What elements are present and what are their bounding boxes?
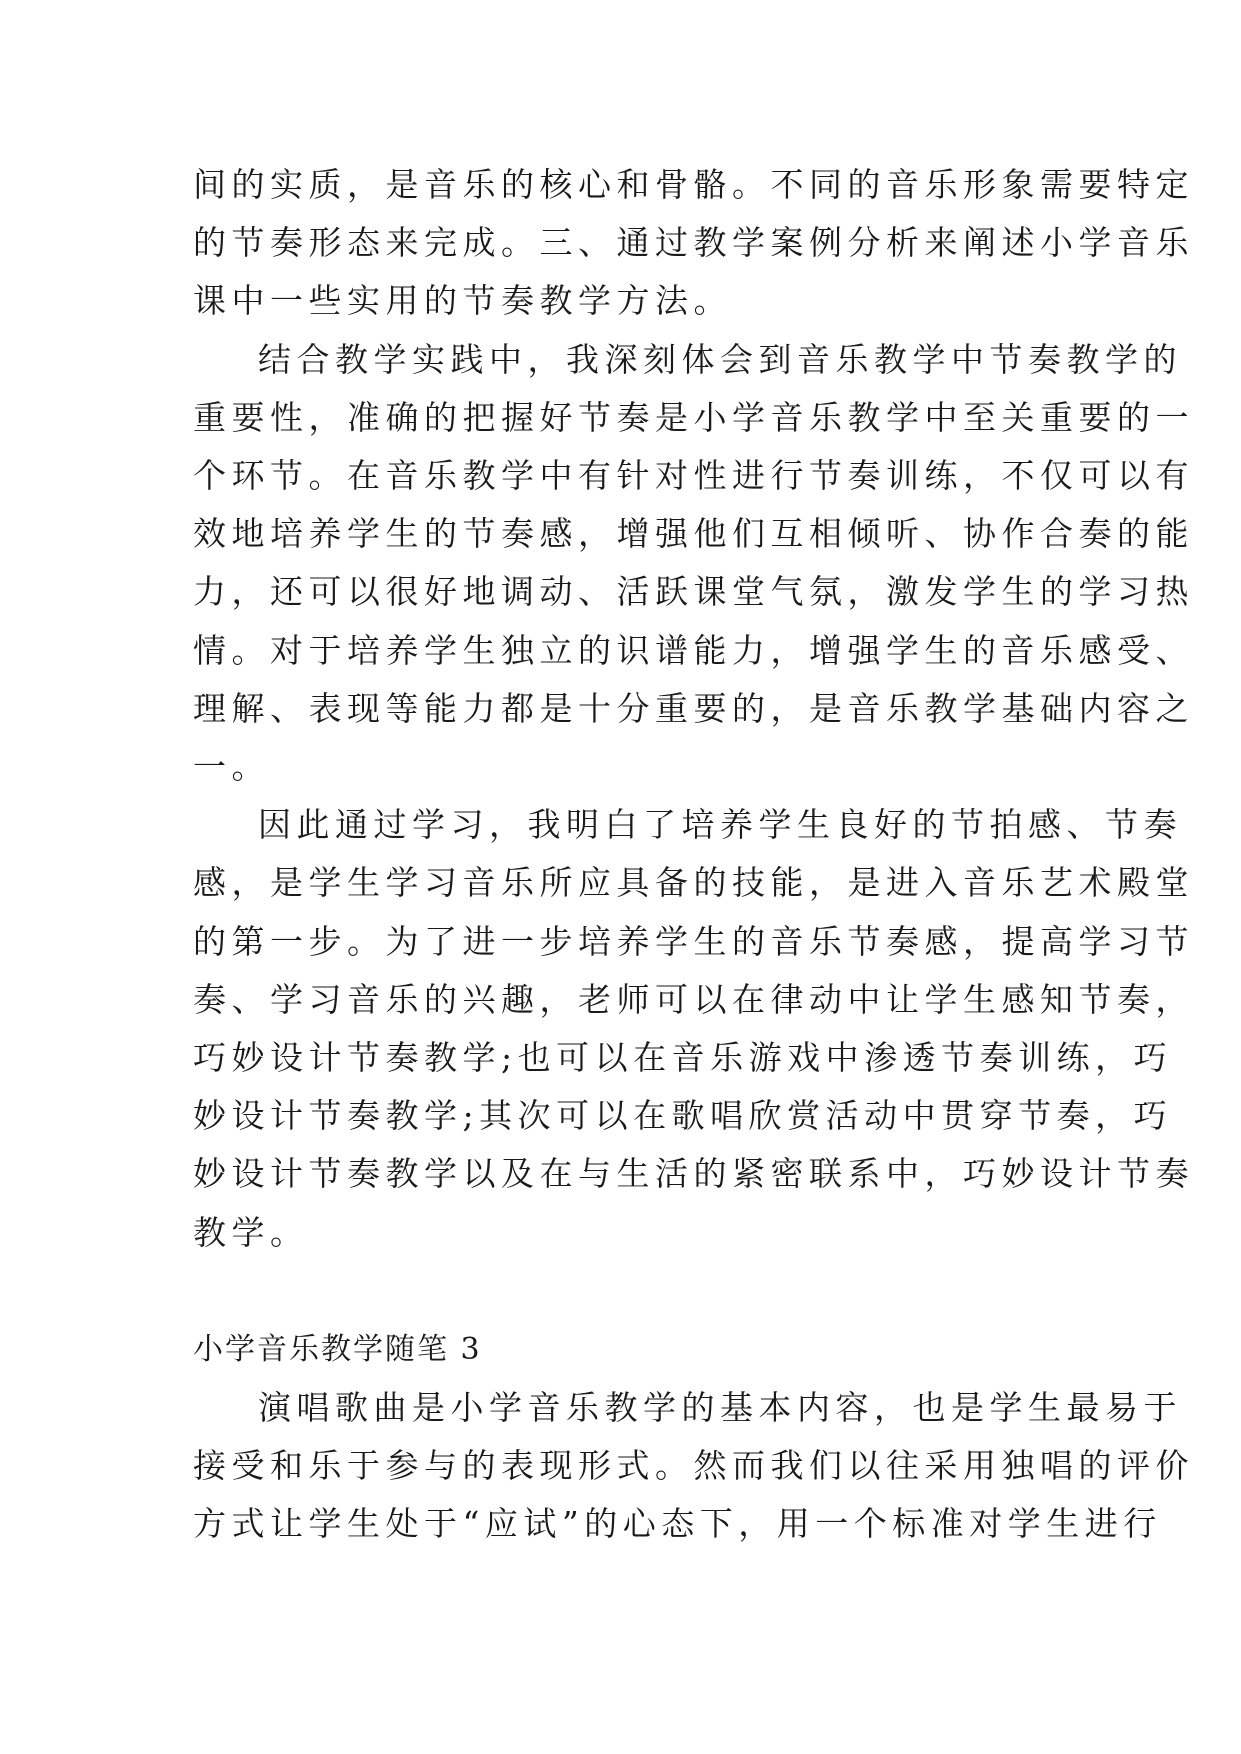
section-paragraph-line-2: 接受和乐于参与的表现形式。然而我们以往采用独唱的评价 <box>193 1446 1194 1485</box>
paragraph-3-line-4: 奏、学习音乐的兴趣，老师可以在律动中让学生感知节奏， <box>193 980 1194 1019</box>
paragraph-1-line-3: 课中一些实用的节奏教学方法。 <box>193 281 732 320</box>
section-paragraph-line-3: 方式让学生处于“应试”的心态下，用一个标准对学生进行 <box>193 1504 1162 1543</box>
paragraph-3-line-8: 教学。 <box>193 1213 309 1252</box>
paragraph-2-line-8: 一。 <box>193 747 270 786</box>
paragraph-3-line-5: 巧妙设计节奏教学;也可以在音乐游戏中渗透节奏训练，巧 <box>193 1038 1173 1077</box>
paragraph-2-line-5: 力，还可以很好地调动、活跃课堂气氛，激发学生的学习热 <box>193 572 1194 611</box>
section-paragraph-line-1: 演唱歌曲是小学音乐教学的基本内容，也是学生最易于 <box>258 1388 1182 1427</box>
paragraph-2-line-3: 个环节。在音乐教学中有针对性进行节奏训练，不仅可以有 <box>193 456 1194 495</box>
paragraph-2-line-2: 重要性，准确的把握好节奏是小学音乐教学中至关重要的一 <box>193 398 1194 437</box>
paragraph-2-line-4: 效地培养学生的节奏感，增强他们互相倾听、协作合奏的能 <box>193 514 1194 553</box>
paragraph-3-line-3: 的第一步。为了进一步培养学生的音乐节奏感，提高学习节 <box>193 922 1194 961</box>
paragraph-1-line-2: 的节奏形态来完成。三、通过教学案例分析来阐述小学音乐 <box>193 223 1194 262</box>
paragraph-2-line-7: 理解、表现等能力都是十分重要的，是音乐教学基础内容之 <box>193 689 1194 728</box>
paragraph-3-line-1: 因此通过学习，我明白了培养学生良好的节拍感、节奏 <box>258 805 1182 844</box>
paragraph-2-line-1: 结合教学实践中，我深刻体会到音乐教学中节奏教学的 <box>258 340 1182 379</box>
paragraph-2-line-6: 情。对于培养学生独立的识谱能力，增强学生的音乐感受、 <box>193 631 1194 670</box>
paragraph-3-line-6: 妙设计节奏教学;其次可以在歌唱欣赏活动中贯穿节奏，巧 <box>193 1096 1173 1135</box>
paragraph-1-line-1: 间的实质，是音乐的核心和骨骼。不同的音乐形象需要特定 <box>193 165 1194 204</box>
section-heading: 小学音乐教学随笔 3 <box>193 1332 482 1367</box>
paragraph-3-line-2: 感，是学生学习音乐所应具备的技能，是进入音乐艺术殿堂 <box>193 863 1194 902</box>
paragraph-3-line-7: 妙设计节奏教学以及在与生活的紧密联系中，巧妙设计节奏 <box>193 1154 1194 1193</box>
